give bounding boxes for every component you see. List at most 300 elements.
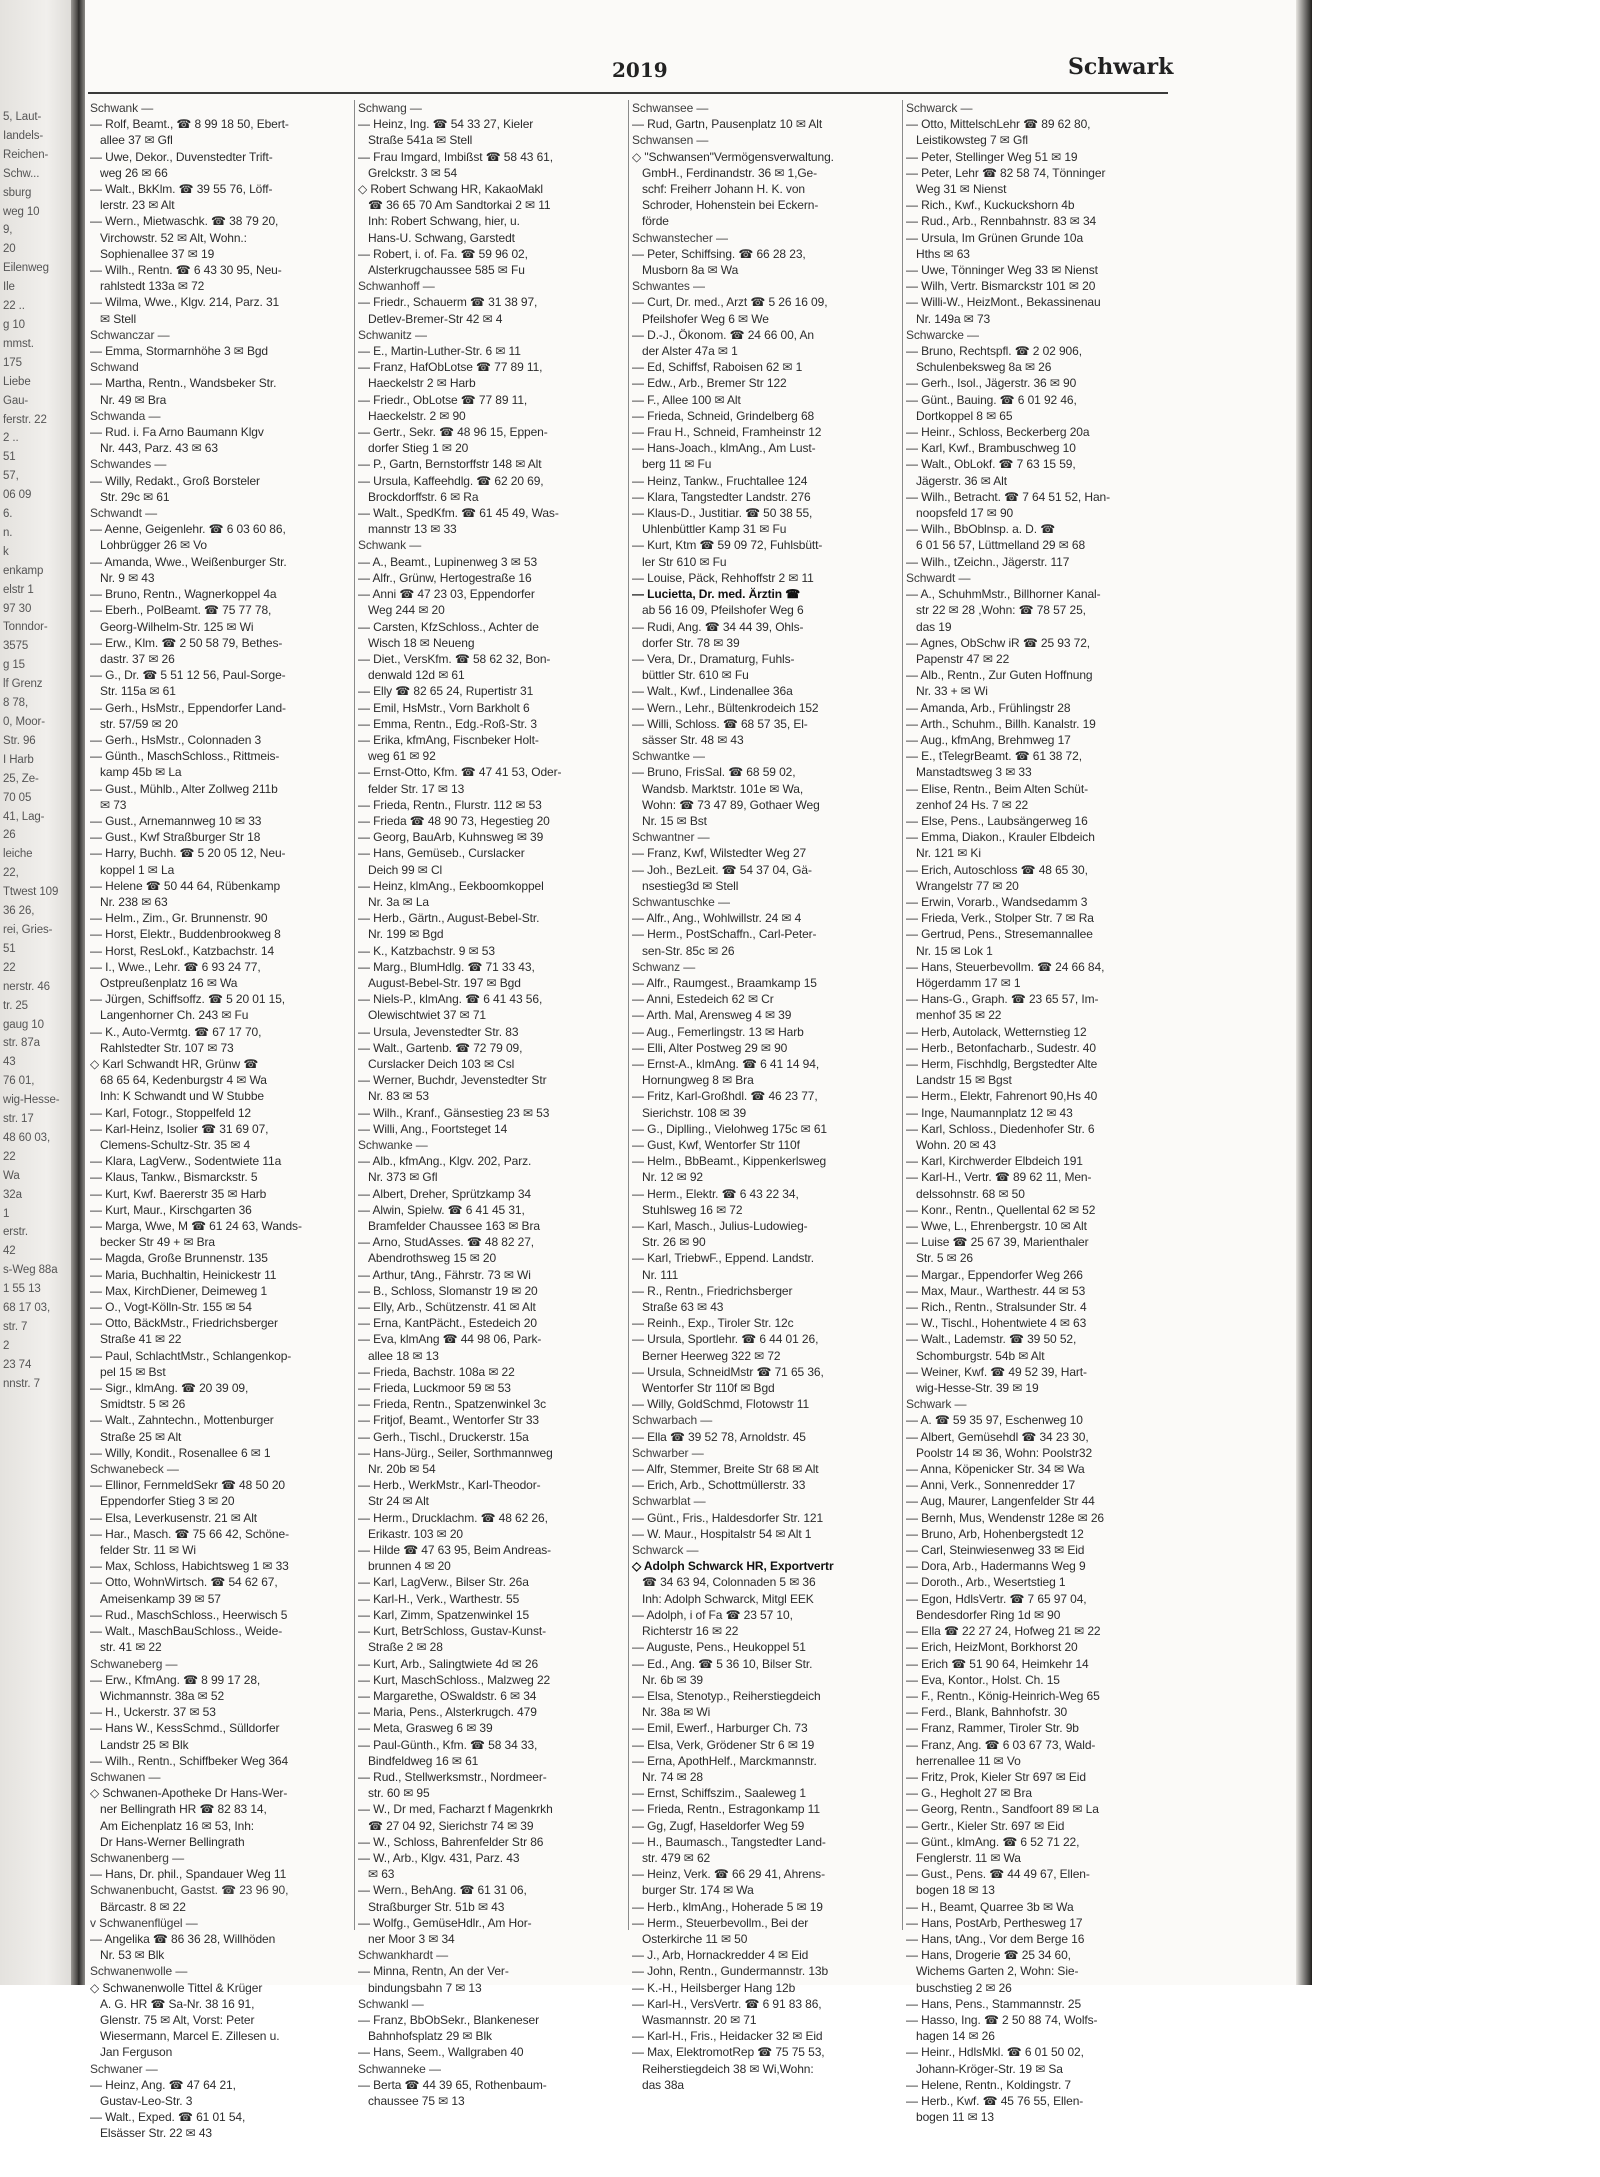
left-fragment-line: 36 26, <box>3 905 35 918</box>
directory-entry-line: — Anna, Köpenicker Str. 34 ✉ Wa <box>906 1462 1085 1477</box>
directory-entry-line: — Frieda ☎ 48 90 73, Hegestieg 20 <box>358 813 550 828</box>
surname-heading: Schwandes — <box>90 457 167 472</box>
directory-entry-line: — Elise, Rentn., Beim Alten Schüt- <box>906 781 1089 796</box>
directory-entry-line: Bindfeldweg 16 ✉ 61 <box>368 1753 479 1768</box>
directory-entry-line: — Wilh., tZeichn., Jägerstr. 117 <box>906 554 1070 569</box>
directory-entry-line: — Ferd., Blank, Bahnhofstr. 30 <box>906 1705 1068 1720</box>
directory-entry-line: Detlev-Bremer-Str 42 ✉ 4 <box>368 311 503 326</box>
directory-entry-line: menhof 35 ✉ 22 <box>916 1008 1002 1023</box>
directory-entry-line: — Meta, Grasweg 6 ✉ 39 <box>358 1721 493 1736</box>
directory-entry-line: — Margar., Eppendorfer Weg 266 <box>906 1267 1083 1282</box>
directory-entry-line: Jägerstr. 36 ✉ Alt <box>916 473 1007 488</box>
directory-entry-line: Bramfelder Chaussee 163 ✉ Bra <box>368 1219 540 1234</box>
left-fragment-line: s-Weg 88a <box>3 1264 58 1277</box>
directory-entry-line: Grelckstr. 3 ✉ 54 <box>368 165 458 180</box>
left-fragment-line: 22 <box>3 1150 16 1163</box>
directory-entry-line: Straße 541a ✉ Stell <box>368 133 473 148</box>
surname-heading: Schwardt — <box>906 570 971 585</box>
directory-entry-line: 68 65 64, Kedenburgstr 4 ✉ Wa <box>100 1073 267 1088</box>
directory-entry-line: str 22 ✉ 28 ,Wohn: ☎ 78 57 25, <box>916 603 1086 618</box>
left-fragment-line: tr. 25 <box>3 999 28 1012</box>
directory-entry-line: — Hans-Joach., klmAng., Am Lust- <box>632 441 816 456</box>
directory-entry-line: Georg-Wilhelm-Str. 125 ✉ Wi <box>100 619 254 634</box>
directory-entry-line: — Reinh., Exp., Tiroler Str. 12c <box>632 1316 794 1331</box>
left-fragment-line: g 15 <box>3 659 25 672</box>
directory-entry-line: dastr. 37 ✉ 26 <box>100 651 175 666</box>
directory-entry-line: — Adolph, i of Fa ☎ 23 57 10, <box>632 1607 793 1622</box>
directory-column-1 <box>90 100 360 2141</box>
directory-entry-line: Straße 41 ✉ 22 <box>100 1332 182 1347</box>
directory-entry-line: — Aenne, Geigenlehr. ☎ 6 03 60 86, <box>90 522 286 537</box>
directory-entry-line: Osterkirche 11 ✉ 50 <box>642 1931 748 1946</box>
directory-entry-line: Str. 115a ✉ 61 <box>100 684 176 699</box>
directory-entry-line: — Franz, HafObLotse ☎ 77 89 11, <box>358 360 543 375</box>
column-divider <box>902 100 903 1930</box>
surname-heading: Schwanenwolle — <box>90 1964 188 1979</box>
left-fragment-line: Wa <box>3 1169 20 1182</box>
directory-entry-line: str. 57/59 ✉ 20 <box>100 716 178 731</box>
directory-entry-line: chaussee 75 ✉ 13 <box>368 2093 465 2108</box>
left-fragment-line: 51 <box>3 451 16 464</box>
directory-entry-line: — Gerh., Isol., Jägerstr. 36 ✉ 90 <box>906 376 1077 391</box>
directory-entry-line: — Walt., BkKlm. ☎ 39 55 76, Löff- <box>90 182 273 197</box>
directory-entry-line: — W., Dr med, Facharzt f Magenkrkh <box>358 1802 553 1817</box>
left-fragment-line: 22 .. <box>3 300 25 313</box>
directory-entry-line: — Emil, HsMstr., Vorn Barkholt 6 <box>358 700 530 715</box>
directory-entry-line: Nr. 3a ✉ La <box>368 894 429 909</box>
directory-entry-line: A. G. HR ☎ Sa-Nr. 38 16 91, <box>100 1996 255 2011</box>
directory-entry-line: — Walt., Exped. ☎ 61 01 54, <box>90 2110 246 2125</box>
directory-entry-line: — Erna, ApothHelf., Marckmannstr. <box>632 1753 817 1768</box>
directory-entry-line: — Helm., Zim., Gr. Brunnenstr. 90 <box>90 911 268 926</box>
directory-entry-line: ✉ 73 <box>100 797 127 812</box>
directory-entry-line: Uhlenbüttler Kamp 31 ✉ Fu <box>642 522 787 537</box>
left-fragment-line: elstr 1 <box>3 583 34 596</box>
directory-entry-line: dorfer Str. 78 ✉ 39 <box>642 635 740 650</box>
directory-entry-line: — Ernst, Schiffszim., Saaleweg 1 <box>632 1786 806 1801</box>
surname-heading: Schwanhoff — <box>358 279 435 294</box>
directory-entry-line: Langenhorner Ch. 243 ✉ Fu <box>100 1008 249 1023</box>
directory-entry-line: — Niels-P., klmAng. ☎ 6 41 43 56, <box>358 992 543 1007</box>
directory-entry-line: — Louise, Päck, Rehhoffstr 2 ✉ 11 <box>632 570 814 585</box>
directory-entry-line: — Wwe, L., Ehrenbergstr. 10 ✉ Alt <box>906 1219 1087 1234</box>
directory-entry-line: — Gust., Pens. ☎ 44 49 67, Ellen- <box>906 1867 1090 1882</box>
directory-entry-line: Smidtstr. 5 ✉ 26 <box>100 1397 186 1412</box>
left-fragment-line: Iandels- <box>3 129 44 142</box>
directory-entry-line: — Alwin, Spielw. ☎ 6 41 45 31, <box>358 1202 525 1217</box>
left-fragment-line: k <box>3 545 9 558</box>
directory-entry-line: — Emma, Stormarnhöhe 3 ✉ Bgd <box>90 344 268 359</box>
directory-entry-line: — Gust., Kwf Straßburger Str 18 <box>90 830 261 845</box>
directory-entry-line: — Bruno, FrisSal. ☎ 68 59 02, <box>632 765 796 780</box>
directory-entry-line: — Willi, Schloss. ☎ 68 57 35, El- <box>632 716 808 731</box>
directory-entry-line: burger Str. 174 ✉ Wa <box>642 1883 754 1898</box>
directory-entry-line: Nr. 83 ✉ 53 <box>368 1089 429 1104</box>
directory-entry-line: Nr. 6b ✉ 39 <box>642 1672 703 1687</box>
directory-entry-line: — Gertrud, Pens., Stresemannallee <box>906 927 1093 942</box>
surname-heading: Schwank — <box>358 538 422 553</box>
directory-entry-line: Högerdamm 17 ✉ 1 <box>916 975 1021 990</box>
directory-entry-line: — Elly, Arb., Schützenstr. 41 ✉ Alt <box>358 1300 536 1315</box>
directory-entry-line: Erikastr. 103 ✉ 20 <box>368 1526 463 1541</box>
directory-entry-line: — O., Vogt-Kölln-Str. 155 ✉ 54 <box>90 1300 252 1315</box>
directory-entry-line: — W., Schloss, Bahrenfelder Str 86 <box>358 1834 544 1849</box>
directory-entry-line: — Franz, Rammer, Tiroler Str. 9b <box>906 1721 1079 1736</box>
directory-entry-line: — Uwe, Tönninger Weg 33 ✉ Nienst <box>906 263 1098 278</box>
directory-entry-line: — Kurt, BetrSchloss, Gustav-Kunst- <box>358 1624 546 1639</box>
directory-entry-line: ◇ "Schwansen"Vermögensverwaltung. <box>632 149 834 164</box>
directory-entry-line: — Frau Imgard, Imbißst ☎ 58 43 61, <box>358 149 553 164</box>
directory-entry-line: Nr. 49 ✉ Bra <box>100 392 167 407</box>
directory-entry-line: — Karl, Kirchwerder Elbdeich 191 <box>906 1154 1083 1169</box>
directory-entry-line: ☎ 27 04 92, Sierichstr 74 ✉ 39 <box>368 1818 534 1833</box>
directory-entry-line: — Walt., ObLokf. ☎ 7 63 15 59, <box>906 457 1076 472</box>
directory-entry-line: 6 01 56 57, Lüttmelland 29 ✉ 68 <box>916 538 1086 553</box>
left-fragment-line: 76 01, <box>3 1075 35 1088</box>
directory-entry-line: Reiherstiegdeich 38 ✉ Wi,Wohn: <box>642 2061 814 2076</box>
directory-entry-line: — A., SchuhmMstr., Billhorner Kanal- <box>906 587 1101 602</box>
left-fragment-line: nerstr. 46 <box>3 980 50 993</box>
directory-entry-line: Papenstr 47 ✉ 22 <box>916 651 1010 666</box>
surname-heading: Schwank — <box>90 101 154 115</box>
directory-entry-line: — Carl, Steinwiesenweg 33 ✉ Eid <box>906 1543 1085 1558</box>
directory-entry-line: berg 11 ✉ Fu <box>642 457 712 472</box>
directory-entry-line: — Erika, kfmAng, Fiscnbeker Holt- <box>358 732 539 747</box>
directory-entry-line: — Hans, Pens., Stammannstr. 25 <box>906 1996 1082 2011</box>
directory-entry-line: — Emil, Ewerf., Harburger Ch. 73 <box>632 1721 808 1736</box>
surname-heading: Schwanenberg — <box>90 1850 184 1865</box>
directory-entry-line: — Inge, Naumannplatz 12 ✉ 43 <box>906 1105 1073 1120</box>
directory-entry-line: zenhof 24 Hs. 7 ✉ 22 <box>916 797 1029 812</box>
left-fragment-line: ferstr. 22 <box>3 413 47 426</box>
directory-entry-line: felder Str. 11 ✉ Wi <box>100 1543 196 1558</box>
directory-entry-line: — Lucietta, Dr. med. Ärztin ☎ <box>632 587 801 602</box>
directory-entry-line: — Bernh, Mus, Wendenstr 128e ✉ 26 <box>906 1510 1104 1525</box>
directory-entry-line: GmbH., Ferdinandstr. 36 ✉ 1,Ge- <box>642 165 818 180</box>
directory-entry-line: — Heinr., Schloss, Beckerberg 20a <box>906 425 1090 440</box>
directory-entry-line: weg 61 ✉ 92 <box>368 749 436 764</box>
directory-entry-line: — W., Tischl., Hohentwiete 4 ✉ 63 <box>906 1316 1087 1331</box>
directory-entry-line: Stuhlsweg 16 ✉ 72 <box>642 1202 743 1217</box>
directory-entry-line: Virchowstr. 52 ✉ Alt, Wohn.: <box>100 230 247 245</box>
directory-entry-line: — H., Beamt, Quarree 3b ✉ Wa <box>906 1899 1074 1914</box>
directory-entry-line: — Curt, Dr. med., Arzt ☎ 5 26 16 09, <box>632 295 828 310</box>
directory-entry-line: Berner Heerweg 322 ✉ 72 <box>642 1348 781 1363</box>
directory-entry-line: — Wilh., Betracht. ☎ 7 64 51 52, Han- <box>906 489 1111 504</box>
directory-entry-line: — Weiner, Kwf. ☎ 49 52 39, Hart- <box>906 1364 1087 1379</box>
surname-heading: Schwarcke — <box>906 327 979 342</box>
directory-column-4 <box>906 100 1176 2125</box>
directory-entry-line: — Elsa, Leverkusenstr. 21 ✉ Alt <box>90 1510 258 1525</box>
directory-entry-line: — Karl, LagVerw., Bilser Str. 26a <box>358 1575 529 1590</box>
directory-entry-line: — J., Arb, Hornackredder 4 ✉ Eid <box>632 1948 809 1963</box>
directory-entry-line: — Kurt, Ktm ☎ 59 09 72, Fuhlsbütt- <box>632 538 823 553</box>
directory-entry-line: — Otto, BäckMstr., Friedrichsberger <box>90 1316 278 1331</box>
directory-entry-line: — Max, Maur., Warthestr. 44 ✉ 53 <box>906 1283 1086 1298</box>
directory-entry-line: Eppendorfer Stieg 3 ✉ 20 <box>100 1494 235 1509</box>
directory-entry-line: — K., Auto-Vermtg. ☎ 67 17 70, <box>90 1024 262 1039</box>
directory-entry-line: — Wolfg., GemüseHdlr., Am Hor- <box>358 1915 532 1930</box>
directory-entry-line: Bendesdorfer Ring 1d ✉ 90 <box>916 1607 1061 1622</box>
left-fragment-line: 2 .. <box>3 432 19 445</box>
directory-entry-line: Dortkoppel 8 ✉ 65 <box>916 408 1013 423</box>
directory-entry-line: — I., Wwe., Lehr. ☎ 6 93 24 77, <box>90 959 261 974</box>
directory-entry-line: — Helene ☎ 50 44 64, Rübenkamp <box>90 878 281 893</box>
directory-entry-line: schf: Freiherr Johann H. K. von <box>642 182 805 197</box>
left-fragment-line: weg 10 <box>3 205 40 218</box>
directory-entry-line: Straße 25 ✉ Alt <box>100 1429 182 1444</box>
left-fragment-line: Reichen- <box>3 148 49 161</box>
directory-entry-line: koppel 1 ✉ La <box>100 862 175 877</box>
directory-entry-line: — John, Rentn., Gundermannstr. 13b <box>632 1964 829 1979</box>
directory-entry-line: ◇ Adolph Schwarck HR, Exportvertr <box>632 1559 834 1574</box>
directory-entry-line: Clemens-Schultz-Str. 35 ✉ 4 <box>100 1138 251 1152</box>
directory-entry-line: — Hans-G., Graph. ☎ 23 65 57, Im- <box>906 992 1099 1007</box>
directory-entry-line: ◇ Schwanen-Apotheke Dr Hans-Wer- <box>90 1786 288 1801</box>
directory-entry-line: — E., tTelegrBeamt. ☎ 61 38 72, <box>906 749 1082 764</box>
directory-entry-line: — Eva, Kontor., Holst. Ch. 15 <box>906 1672 1060 1687</box>
directory-entry-line: — Else, Pens., Laubsängerweg 16 <box>906 813 1088 828</box>
directory-entry-line: — F., Rentn., König-Heinrich-Weg 65 <box>906 1688 1100 1703</box>
directory-entry-line: — Joh., BezLeit. ☎ 54 37 04, Gä- <box>632 862 812 877</box>
directory-entry-line: Abendrothsweg 15 ✉ 20 <box>368 1251 497 1266</box>
directory-entry-line: — Karl, Schloss., Diedenhofer Str. 6 <box>906 1121 1095 1136</box>
directory-column-2 <box>358 100 628 2108</box>
directory-entry-line: Lohbrügger 26 ✉ Vo <box>100 538 208 553</box>
directory-entry-line: — Fritz, Prok, Kieler Str 697 ✉ Eid <box>906 1769 1086 1784</box>
directory-entry-line: — Hilde ☎ 47 63 95, Beim Andreas- <box>358 1543 552 1558</box>
directory-entry-line: — Heinz, Ang. ☎ 47 64 21, <box>90 2077 236 2092</box>
directory-entry-line: ✉ 63 <box>368 1867 395 1882</box>
left-fragment-line: Ttwest 109 <box>3 886 59 899</box>
directory-entry-line: Johann-Kröger-Str. 19 ✉ Sa <box>916 2061 1063 2076</box>
surname-heading: Schwanen — <box>90 1769 161 1784</box>
directory-entry-line: — A., Beamt., Lupinenweg 3 ✉ 53 <box>358 554 538 569</box>
directory-entry-line: — Robert, i. of. Fa. ☎ 59 96 02, <box>358 246 528 261</box>
left-fragment-line: Str. 96 <box>3 734 36 747</box>
left-fragment-line: 25, Ze- <box>3 772 39 785</box>
directory-entry-line: — Helm., BbBeamt., Kippenkerlsweg <box>632 1154 827 1169</box>
directory-entry-line: — Ursula, Im Grünen Grunde 10a <box>906 230 1084 245</box>
directory-entry-line: Straße 63 ✉ 43 <box>642 1300 724 1315</box>
left-fragment-line: enkamp <box>3 564 44 577</box>
directory-entry-line: — Frieda, Rentn., Spatzenwinkel 3c <box>358 1397 547 1412</box>
directory-entry-line: Musborn 8a ✉ Wa <box>642 263 739 278</box>
left-fragment-line: wig-Hesse- <box>3 1094 60 1107</box>
directory-entry-line: — Herb., WerkMstr., Karl-Theodor- <box>358 1478 541 1493</box>
directory-entry-line: Gustav-Leo-Str. 3 <box>100 2093 193 2108</box>
directory-entry-line: — Bruno, Rechtspfl. ☎ 2 02 906, <box>906 344 1082 359</box>
directory-entry-line: — Walt., Kwf., Lindenallee 36a <box>632 684 793 699</box>
directory-entry-line: Wentorfer Str 110f ✉ Bgd <box>642 1381 775 1396</box>
surname-heading: Schwanenbucht, Gastst. ☎ 23 96 90, <box>90 1883 289 1898</box>
directory-entry-line: str. 479 ✉ 62 <box>642 1850 711 1865</box>
directory-entry-line: — Peter, Schiffsing. ☎ 66 28 23, <box>632 246 806 261</box>
directory-entry-line: — Rud. i. Fa Arno Baumann Klgv <box>90 425 264 440</box>
directory-entry-line: allee 37 ✉ Gfl <box>100 133 173 148</box>
directory-entry-line: — Karl, Masch., Julius-Ludowieg- <box>632 1219 808 1234</box>
directory-entry-line: — Erich, Autoschloss ☎ 48 65 30, <box>906 862 1088 877</box>
directory-entry-line: felder Str. 17 ✉ 13 <box>368 781 465 796</box>
directory-entry-line: nsestieg3d ✉ Stell <box>642 878 739 893</box>
directory-entry-line: — Herb., Gärtn., August-Bebel-Str. <box>358 911 540 926</box>
directory-column-3 <box>632 100 902 2092</box>
directory-entry-line: pel 15 ✉ Bst <box>100 1364 166 1379</box>
surname-heading: Schwang — <box>358 101 422 115</box>
directory-entry-line: noopsfeld 17 ✉ 90 <box>916 506 1014 521</box>
left-fragment-line: 06 09 <box>3 489 32 502</box>
directory-entry-line: — Frieda, Rentn., Estragonkamp 11 <box>632 1802 820 1817</box>
surname-heading: Schwarck — <box>906 101 973 115</box>
directory-entry-line: — Kurt, MaschSchloss., Malzweg 22 <box>358 1672 551 1687</box>
directory-entry-line: — Willy, GoldSchmd, Flotowstr 11 <box>632 1397 810 1412</box>
directory-entry-line: Ameisenkamp 39 ✉ 57 <box>100 1591 221 1606</box>
directory-entry-line: — Gerh., Tischl., Druckerstr. 15a <box>358 1429 529 1444</box>
directory-entry-line: — Erich, HeizMont, Borkhorst 20 <box>906 1640 1078 1655</box>
directory-entry-line: Wandsb. Marktstr. 101e ✉ Wa, <box>642 781 804 796</box>
directory-entry-line: — Wern., Lehr., Bültenkrodeich 152 <box>632 700 819 715</box>
directory-entry-line: — Ernst-Otto, Kfm. ☎ 47 41 53, Oder- <box>358 765 562 780</box>
left-fragment-line: 0, Moor- <box>3 716 46 728</box>
directory-entry-line: — Herm., Elektr. ☎ 6 43 22 34, <box>632 1186 799 1201</box>
directory-entry-line: — Hans, Seem., Wallgraben 40 <box>358 2045 524 2060</box>
directory-entry-line: — Anni ☎ 47 23 03, Eppendorfer <box>358 587 535 602</box>
surname-heading: Schwandt — <box>90 506 158 521</box>
left-page-fragment <box>0 0 78 1985</box>
directory-entry-line: Wrangelstr 77 ✉ 20 <box>916 878 1019 893</box>
directory-entry-line: — Willi, Ang., Foortsteget 14 <box>358 1121 508 1136</box>
directory-entry-line: — Minna, Rentn, An der Ver- <box>358 1964 509 1979</box>
directory-entry-line: Dr Hans-Werner Bellingrath <box>100 1834 245 1849</box>
directory-entry-line: Landstr 15 ✉ Bgst <box>916 1073 1012 1088</box>
directory-entry-line: — W., Arb., Klgv. 431, Parz. 43 <box>358 1850 520 1865</box>
directory-entry-line: — Aug., kfmAng, Brehmweg 17 <box>906 732 1071 747</box>
left-fragment-line: g 10 <box>3 318 25 331</box>
directory-entry-line: Nr. 9 ✉ 43 <box>100 570 155 585</box>
directory-entry-line: — Gerh., HsMstr., Eppendorfer Land- <box>90 700 286 715</box>
directory-entry-line: becker Str 49 + ✉ Bra <box>100 1235 216 1250</box>
directory-entry-line: — Franz, Kwf, Wilstedter Weg 27 <box>632 846 807 861</box>
directory-entry-line: Pfeilshofer Weg 6 ✉ We <box>642 311 769 326</box>
surname-heading: Schwankl — <box>358 1996 424 2011</box>
directory-entry-line: — Herm, Fischhdlg, Bergstedter Alte <box>906 1056 1098 1071</box>
directory-entry-line: — Franz, Ang. ☎ 6 03 67 73, Wald- <box>906 1737 1096 1752</box>
directory-entry-line: Ostpreußenplatz 16 ✉ Wa <box>100 975 238 990</box>
directory-entry-line: ◇ Schwanenwolle Tittel & Krüger <box>90 1980 263 1995</box>
directory-entry-line: Schulenbeksweg 8a ✉ 26 <box>916 360 1052 375</box>
directory-entry-line: — Walt., Zahntechn., Mottenburger <box>90 1413 274 1428</box>
directory-entry-line: Fenglerstr. 11 ✉ Wa <box>916 1850 1021 1865</box>
directory-entry-line: — Marg., BlumHdlg. ☎ 71 33 43, <box>358 959 535 974</box>
directory-entry-line: — Wilma, Wwe., Klgv. 214, Parz. 31 <box>90 295 280 310</box>
directory-entry-line: — Günt., Bauing. ☎ 6 01 92 46, <box>906 392 1077 407</box>
left-fragment-line: Tonndor- <box>3 621 48 634</box>
surname-heading: Schwantner — <box>632 830 710 845</box>
left-fragment-line: rei, Gries- <box>3 923 53 936</box>
directory-entry-line: — Günth., MaschSchloss., Rittmeis- <box>90 749 280 764</box>
directory-entry-line: — Amanda, Wwe., Weißenburger Str. <box>90 554 287 569</box>
directory-entry-line: — Frieda, Bachstr. 108a ✉ 22 <box>358 1364 515 1379</box>
directory-entry-line: — Karl-H., VersVertr. ☎ 6 91 83 86, <box>632 1996 822 2011</box>
directory-entry-line: — Karl, Zimm, Spatzenwinkel 15 <box>358 1607 530 1622</box>
directory-entry-line: — Dora, Arb., Hadermanns Weg 9 <box>906 1559 1086 1574</box>
directory-entry-line: — Wilh., BbOblnsp. a. D. ☎ <box>906 522 1056 537</box>
directory-entry-line: — Alb., kfmAng., Klgv. 202, Parz. <box>358 1154 532 1169</box>
directory-entry-line: — Erw., Klm. ☎ 2 50 58 79, Bethes- <box>90 635 283 650</box>
directory-entry-line: Deich 99 ✉ Cl <box>368 862 443 877</box>
directory-entry-line: — Berta ☎ 44 39 65, Rothenbaum- <box>358 2077 547 2092</box>
surname-heading: Schwantuschke — <box>632 894 730 909</box>
directory-entry-line: — Arth. Mal, Arensweg 4 ✉ 39 <box>632 1008 792 1023</box>
surname-heading: Schwaner — <box>90 2061 158 2076</box>
directory-entry-line: Nr. 53 ✉ Blk <box>100 1948 165 1963</box>
directory-entry-line: — Willy, Redakt., Groß Borsteler <box>90 473 260 488</box>
directory-entry-line: Glenstr. 75 ✉ Alt, Vorst: Peter <box>100 2012 255 2027</box>
directory-entry-line: — Auguste, Pens., Heukoppel 51 <box>632 1640 806 1655</box>
directory-entry-line: sen-Str. 85c ✉ 26 <box>642 943 735 958</box>
directory-entry-line: — Herm., Drucklachm. ☎ 48 62 26, <box>358 1510 548 1525</box>
left-fragment-line: 1 <box>3 1207 10 1220</box>
directory-entry-line: Nr. 20b ✉ 54 <box>368 1462 436 1477</box>
surname-heading: Schwanke — <box>358 1138 428 1152</box>
directory-entry-line: Str. 5 ✉ 26 <box>916 1251 973 1266</box>
directory-entry-line: — Angelika ☎ 86 36 28, Willhöden <box>90 1931 276 1946</box>
directory-entry-line: — Bruno, Arb, Hohenbergstedt 12 <box>906 1526 1084 1541</box>
left-fragment-line: 42 <box>3 1245 16 1258</box>
directory-entry-line: — Frieda, Rentn., Flurstr. 112 ✉ 53 <box>358 797 542 812</box>
directory-entry-line: — Klara, LagVerw., Sodentwiete 11a <box>90 1154 282 1169</box>
directory-entry-line: — Wilh., Rentn. ☎ 6 43 30 95, Neu- <box>90 263 282 278</box>
directory-entry-line: ner Moor 3 ✉ 34 <box>368 1931 455 1946</box>
directory-entry-line: — Hans, Dr. phil., Spandauer Weg 11 <box>90 1867 287 1882</box>
left-fragment-line: 1 55 13 <box>3 1283 41 1296</box>
directory-entry-line: Manstadtsweg 3 ✉ 33 <box>916 765 1032 780</box>
directory-entry-line: — Otto, MittelschLehr ☎ 89 62 80, <box>906 117 1091 132</box>
left-fragment-line: 9, <box>3 224 13 237</box>
directory-entry-line: — Elsa, Verk, Grödener Str 6 ✉ 19 <box>632 1737 815 1752</box>
directory-entry-line: — Kurt, Kwf. Baererstr 35 ✉ Harb <box>90 1186 267 1201</box>
directory-entry-line: — Herb., Kwf. ☎ 45 76 55, Ellen- <box>906 2093 1084 2108</box>
directory-entry-line: Nr. 238 ✉ 63 <box>100 894 168 909</box>
directory-entry-line: — Agnes, ObSchw iR ☎ 25 93 72, <box>906 635 1091 650</box>
directory-entry-line: Wohn: ☎ 73 47 89, Gothaer Weg <box>642 797 820 812</box>
surname-heading: Schwantke — <box>632 749 705 764</box>
directory-entry-line: — Alfr, Stemmer, Breite Str 68 ✉ Alt <box>632 1462 819 1477</box>
directory-entry-line: — Wern., Mietwaschk. ☎ 38 79 20, <box>90 214 279 229</box>
left-fragment-line: nnstr. 7 <box>3 1377 40 1390</box>
directory-entry-line: — G., Diplling., Vielohweg 175c ✉ 61 <box>632 1121 828 1136</box>
directory-entry-line: — Peter, Stellinger Weg 51 ✉ 19 <box>906 149 1078 164</box>
directory-entry-line: Inh: K Schwandt und W Stubbe <box>100 1089 264 1104</box>
directory-entry-line: Nr. 12 ✉ 92 <box>642 1170 703 1185</box>
directory-entry-line: — Werner, Buchdr, Jevenstedter Str <box>358 1073 547 1088</box>
directory-entry-line: — Günt., klmAng. ☎ 6 52 71 22, <box>906 1834 1080 1849</box>
left-fragment-line: 68 17 03, <box>3 1302 51 1315</box>
directory-entry-line: Hths ✉ 63 <box>916 246 970 261</box>
directory-entry-line: Sophienallee 37 ✉ 19 <box>100 246 215 261</box>
left-fragment-line: Schw... <box>3 167 40 180</box>
directory-entry-line: Nr. 443, Parz. 43 ✉ 63 <box>100 441 218 456</box>
directory-entry-line: — Frau H., Schneid, Framheinstr 12 <box>632 425 822 440</box>
column-divider <box>354 100 355 1930</box>
left-fragment-line: Liebe <box>3 375 31 388</box>
surname-heading: v Schwanenflügel — <box>90 1915 198 1930</box>
directory-entry-line: — Erich, Arb., Schottmüllerstr. 33 <box>632 1478 806 1493</box>
directory-entry-line: — Friedr., ObLotse ☎ 77 89 11, <box>358 392 528 407</box>
directory-entry-line: — Frieda, Verk., Stolper Str. 7 ✉ Ra <box>906 911 1094 926</box>
directory-entry-line: — Emma, Diakon., Krauler Elbdeich <box>906 830 1095 845</box>
left-fragment-line: 43 <box>3 1056 16 1069</box>
